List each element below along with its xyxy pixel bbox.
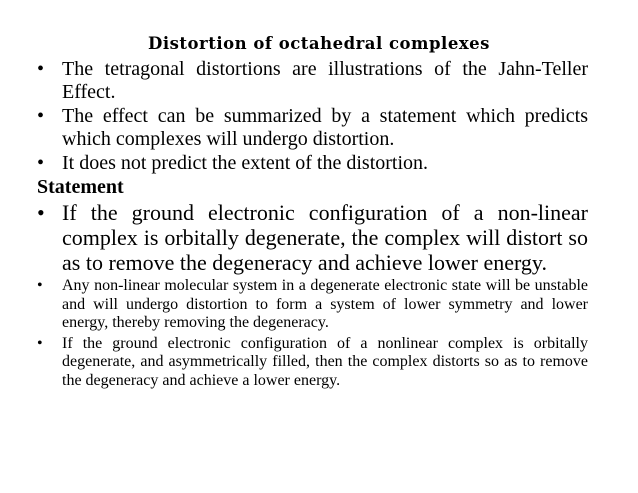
bullet-dot: • xyxy=(37,277,43,294)
slide-content xyxy=(37,58,588,390)
bullet-item xyxy=(37,335,588,391)
bullet-dot: • xyxy=(37,58,45,80)
bullet-dot: • xyxy=(37,334,43,352)
bullet-item xyxy=(37,105,588,151)
bullet-text: Any non-linear molecular system in a degenerate electronic state will be unstable and will undergo distortion to form a system of lower symmetry and lower energy, thereby removing the degeneracy. xyxy=(62,277,588,331)
slide-title: Distortion of octahedral complexes xyxy=(148,34,490,53)
bullet-text: If the ground electronic configuration of a nonlinear complex is orbitally degenerate, and asymmetrically filled, then the complex distorts so as to remove the degeneracy and achieve a lower energy. xyxy=(62,334,588,389)
bullet-text: If the ground electronic configuration of a non-linear complex is orbitally degenerate, the complex will distort so as to remove the degeneracy and achieve lower energy. xyxy=(62,200,588,275)
bullet-text: It does not predict the extent of the distortion. xyxy=(62,152,429,174)
bullet-item xyxy=(37,58,588,104)
bullet-dot: • xyxy=(37,200,45,225)
bullet-item xyxy=(37,152,588,175)
bullet-dot: • xyxy=(37,105,45,127)
bullet-dot: • xyxy=(37,152,45,174)
statement-heading: Statement xyxy=(37,176,124,198)
bullet-item xyxy=(37,200,588,275)
bullet-item xyxy=(37,277,588,333)
bullet-text: The effect can be summarized by a statement which predicts which complexes will undergo distortion. xyxy=(62,105,588,150)
bullet-text: The tetragonal distortions are illustrations of the Jahn-Teller Effect. xyxy=(62,58,588,103)
